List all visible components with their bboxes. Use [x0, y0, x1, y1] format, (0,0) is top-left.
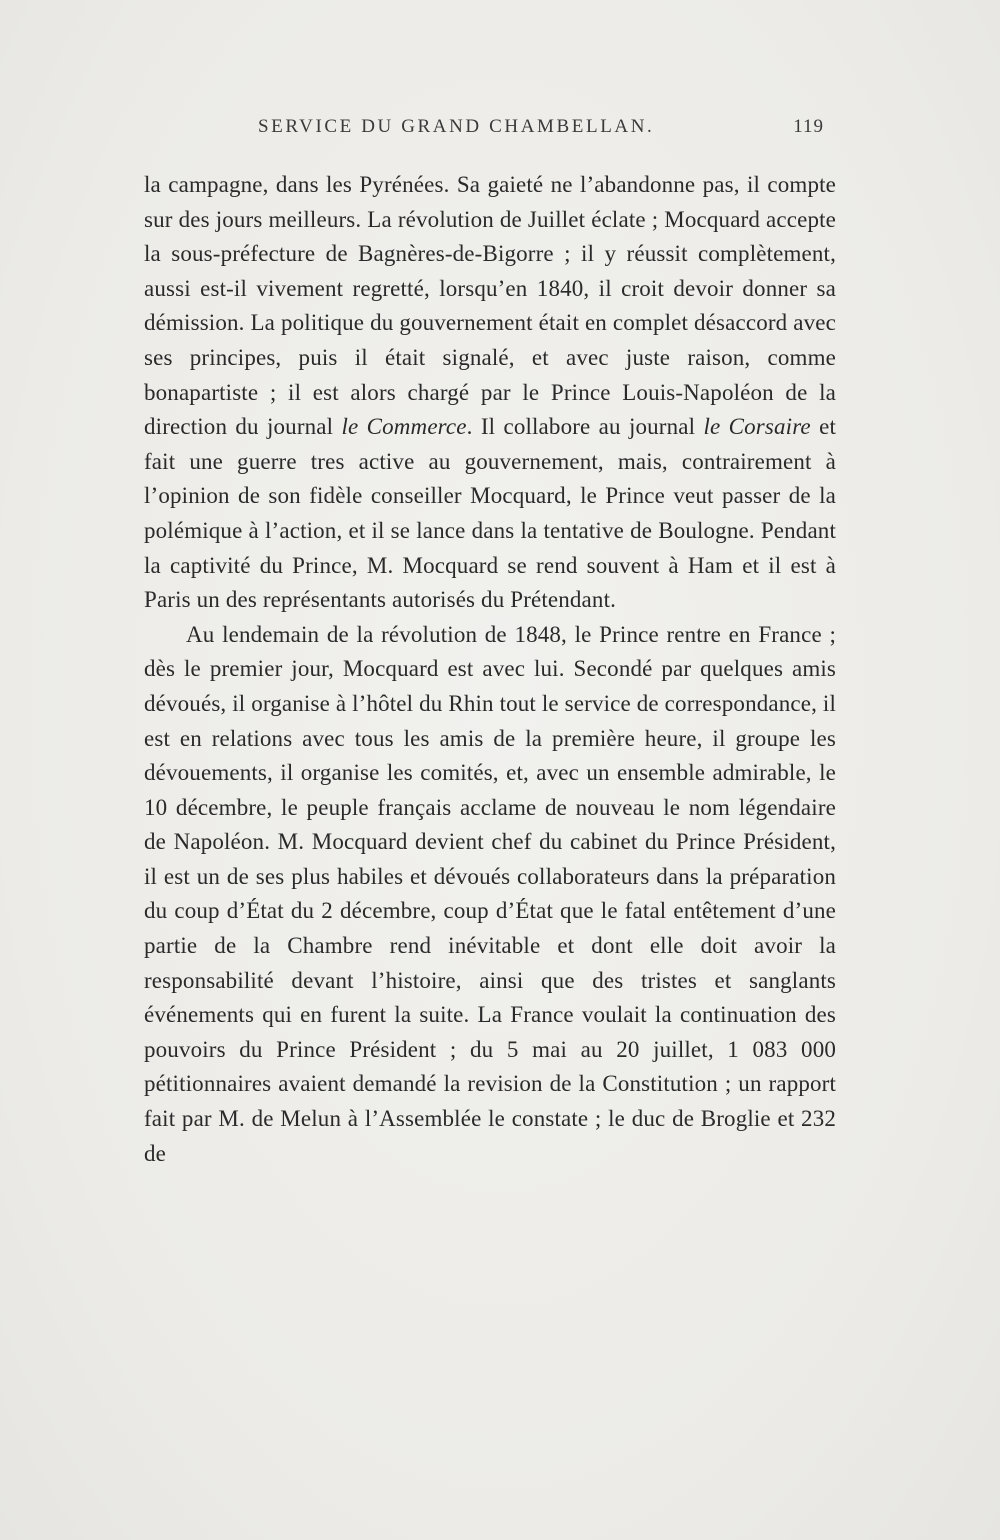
- journal-title-corsaire: le Corsaire: [703, 414, 811, 440]
- body-text: [144, 168, 836, 1171]
- paragraph-1-text-b: . Il collabore au journal: [466, 414, 704, 440]
- running-head: [148, 116, 824, 146]
- page-number: 119: [793, 116, 824, 137]
- paragraph-1: [144, 168, 836, 618]
- journal-title-commerce: le Commerce: [341, 414, 467, 440]
- paragraph-2: Au lendemain de la révolution de 1848, le Prince rentre en France ; dès le premier jour, Mocquard est avec lui. Secondé par quelques amis dévoués, il organise à l’hôtel du Rhin tout le service de correspondance, il est en relations avec tous les amis de la première heure, il groupe les dévouements, il organise les comités, et, avec un ensemble admirable, le 10 décembre, le peuple français acclame de nouveau le nom légendaire de Napoléon. M. Mocquard devient chef du cabinet du Prince Président, il est un de ses plus habiles et dévoués collaborateurs dans la préparation du coup d’État du 2 décembre, coup d’État que le fatal entêtement d’une partie de la Chambre rend inévitable et dont elle doit avoir la responsabilité devant l’histoire, ainsi que des tristes et sanglants événements qui en furent la suite. La France voulait la continuation des pouvoirs du Prince Président ; du 5 mai au 20 juillet, 1 083 000 pétitionnaires avaient demandé la revision de la Constitution ; un rapport fait par M. de Melun à l’Assemblée le constate ; le duc de Broglie et 232 de: [144, 621, 836, 1166]
- running-title: SERVICE DU GRAND CHAMBELLAN.: [258, 116, 655, 137]
- paragraph-1-text-c: et fait une guerre tres active au gouvernement, mais, contrairement à l’opinion de son fidèle conseiller Mocquard, le Prince veut passer de la polémique à l’action, et il se lance dans la tentative de Boulogne. Pendant la captivité du Prince, M. Mocquard se rend souvent à Ham et il est à Paris un des représentants autorisés du Prétendant.: [144, 414, 836, 613]
- paragraph-1-text-a: la campagne, dans les Pyrénées. Sa gaieté ne l’abandonne pas, il compte sur des jours meilleurs. La révolution de Juillet éclate ; Mocquard accepte la sous-préfecture de Bagnères-de-Bigorre ; il y réussit complètement, aussi est-il vivement regretté, lorsqu’en 1840, il croit devoir donner sa démission. La politique du gouvernement était en complet désaccord avec ses principes, puis il était signalé, et avec juste raison, comme bonapartiste ; il est alors chargé par le Prince Louis-Napoléon de la direction du journal: [144, 172, 836, 440]
